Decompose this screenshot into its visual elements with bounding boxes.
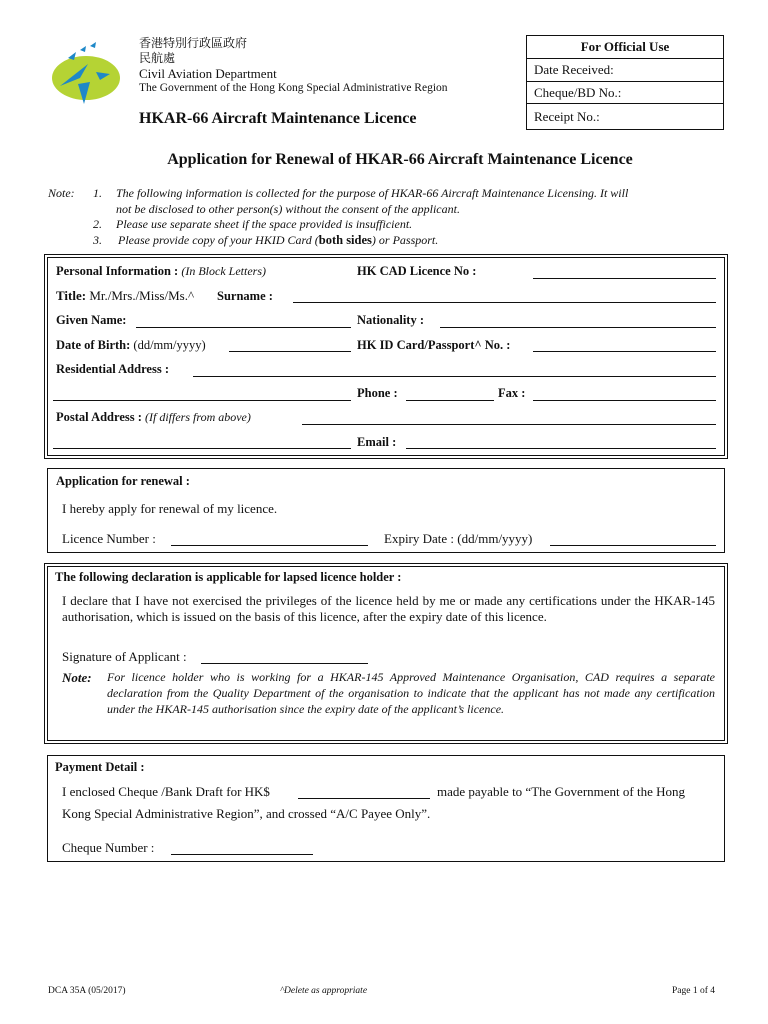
- licence-number-label: Licence Number :: [62, 531, 156, 546]
- cheque-number-field[interactable]: [171, 854, 313, 855]
- hkid-passport-label: HK ID Card/Passport^ No. :: [357, 338, 511, 352]
- dob-format: (dd/mm/yyyy): [133, 338, 206, 352]
- postal-address-field-line2[interactable]: [53, 448, 351, 449]
- dob-field[interactable]: [229, 351, 351, 352]
- phone-field[interactable]: [406, 400, 494, 401]
- delete-note: ^Delete as appropriate: [280, 986, 368, 996]
- declaration-heading: The following declaration is applicable for lapsed licence holder :: [55, 570, 402, 584]
- cheque-number-label: Cheque Number :: [62, 840, 155, 855]
- renewal-statement: I hereby apply for renewal of my licence.: [62, 501, 278, 516]
- title-label-text: Title:: [56, 288, 87, 303]
- personal-information-section: [47, 257, 725, 456]
- surname-field[interactable]: [293, 302, 716, 303]
- title-options[interactable]: Mr./Mrs./Miss/Ms.^: [89, 288, 195, 303]
- hkid-passport-field[interactable]: [533, 351, 716, 352]
- cad-licence-no-field[interactable]: [533, 278, 716, 279]
- expiry-date-label: Expiry Date : (dd/mm/yyyy): [384, 531, 533, 546]
- postal-address-note: (If differs from above): [145, 410, 251, 424]
- email-label: Email :: [357, 435, 397, 449]
- date-received-field[interactable]: Date Received:: [527, 58, 723, 81]
- dob-label: [56, 338, 206, 353]
- page-number: Page 1 of 4: [672, 986, 716, 996]
- renewal-heading: Application for renewal :: [56, 474, 190, 488]
- declaration-note-label: Note:: [62, 670, 92, 685]
- notes-section: [48, 186, 768, 250]
- expiry-date-field[interactable]: [550, 545, 716, 546]
- fax-label: Fax :: [498, 386, 526, 400]
- cheque-bd-no-field[interactable]: Cheque/BD No.:: [527, 81, 723, 103]
- personal-info-heading-text: Personal Information :: [56, 264, 179, 278]
- residential-address-label: Residential Address :: [56, 362, 169, 376]
- note-text: Please use separate sheet if the space provided is insufficient.: [116, 217, 413, 231]
- licence-title: HKAR-66 Aircraft Maintenance Licence: [139, 110, 417, 127]
- cad-logo-icon: [50, 38, 122, 108]
- note-number: 2.: [93, 217, 102, 231]
- form-title: Application for Renewal of HKAR-66 Aircraft Maintenance Licence: [167, 151, 633, 168]
- phone-label: Phone :: [357, 386, 398, 400]
- dob-label-text: Date of Birth:: [56, 338, 131, 352]
- note-text-part: ) or Passport.: [371, 232, 439, 247]
- nationality-field[interactable]: [440, 327, 716, 328]
- nationality-label: Nationality :: [357, 313, 425, 327]
- chinese-name-line1: 香港特別行政區政府: [139, 36, 248, 50]
- payment-payable-text-cont: Kong Special Administrative Region”, and crossed “A/C Payee Only”.: [62, 806, 431, 821]
- receipt-no-field[interactable]: Receipt No.:: [527, 103, 723, 130]
- residential-address-field-line2[interactable]: [53, 400, 351, 401]
- postal-address-label: [56, 410, 251, 425]
- declaration-note-text: For licence holder who is working for a HKAR-145 Approved Maintenance Organisation, CAD requires a separate declaration from the Quality Department of the organisation to indicate that the applicant has not made any certification under the HKAR-145 authorisation since the expiry date of the applicant’s licence.: [107, 670, 715, 716]
- given-name-field[interactable]: [136, 327, 351, 328]
- block-letters-note: (In Block Letters): [181, 264, 266, 278]
- chinese-name-line2: 民航處: [139, 51, 176, 65]
- department-name: Civil Aviation Department: [139, 66, 277, 81]
- note-text: [118, 233, 768, 249]
- payment-payable-text: made payable to “The Government of the Hong: [437, 784, 685, 799]
- note-text-part: Please provide copy of your HKID Card (: [118, 232, 319, 247]
- postal-address-field[interactable]: [302, 424, 716, 425]
- government-name: The Government of the Hong Kong Special Administrative Region: [139, 82, 448, 94]
- notes-label: Note:: [48, 186, 75, 200]
- signature-label: Signature of Applicant :: [62, 649, 187, 664]
- note-text: The following information is collected for the purpose of HKAR-66 Aircraft Maintenance Licensing. It will: [116, 186, 629, 200]
- fax-field[interactable]: [533, 400, 716, 401]
- department-header: [139, 36, 448, 96]
- cad-licence-no-label: HK CAD Licence No :: [357, 264, 477, 278]
- official-use-box: [526, 35, 724, 130]
- note-number: 1.: [93, 186, 102, 200]
- declaration-text: I declare that I have not exercised the privileges of the licence held by me or made any certifications under the HKAR-145 authorisation, which is issued on the basis of this licence, after the expiry date of this licence.: [62, 593, 715, 624]
- email-field[interactable]: [406, 448, 716, 449]
- official-use-heading: For Official Use: [580, 39, 670, 54]
- licence-number-field[interactable]: [171, 545, 368, 546]
- payment-amount-label: I enclosed Cheque /Bank Draft for HK$: [62, 784, 270, 799]
- title-label: [56, 288, 194, 304]
- form-code: DCA 35A (05/2017): [48, 986, 126, 996]
- postal-address-label-text: Postal Address :: [56, 410, 142, 424]
- personal-info-heading: [56, 264, 266, 279]
- signature-field[interactable]: [201, 663, 368, 664]
- residential-address-field[interactable]: [193, 376, 716, 377]
- surname-label: Surname :: [217, 289, 273, 303]
- note-number: 3.: [93, 232, 102, 247]
- payment-amount-field[interactable]: [298, 798, 430, 799]
- note-text: not be disclosed to other person(s) without the consent of the applicant.: [116, 201, 460, 216]
- given-name-label: Given Name:: [56, 313, 127, 327]
- payment-heading: Payment Detail :: [55, 760, 145, 774]
- note-text-bold: both sides: [318, 232, 372, 247]
